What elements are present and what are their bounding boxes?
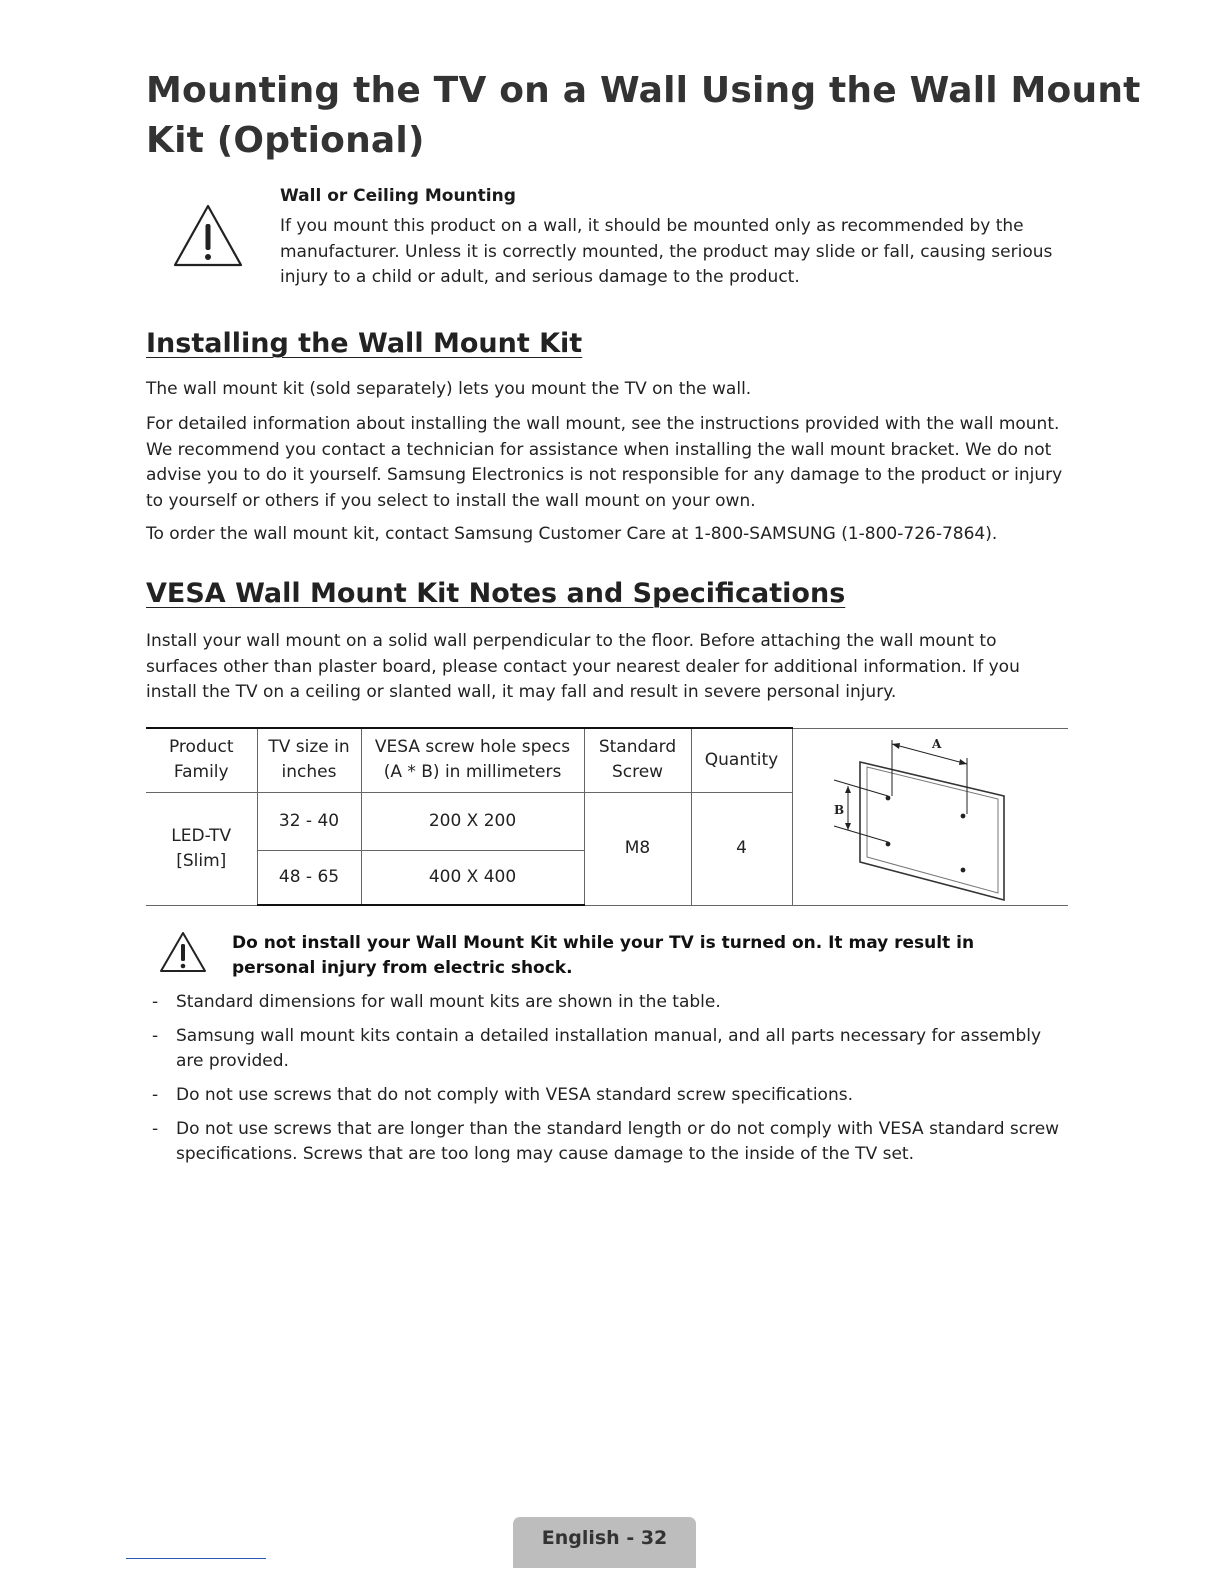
size-cell-1: 32 - 40: [257, 792, 361, 850]
page-number-tab: English - 32: [513, 1517, 696, 1568]
note-text: Do not use screws that are longer than the standard length or do not comply with VESA standard screw specifications. Screws that are too long may cause damage to the inside of the TV set.: [176, 1119, 1060, 1164]
diagram-label-a: A: [932, 736, 942, 751]
family-line-1: LED-TV: [171, 825, 232, 846]
list-dash: -: [152, 1119, 159, 1139]
vesa-cell-2: 400 X 400: [361, 850, 584, 905]
header-standard-screw: [584, 728, 691, 792]
header-tv-size-line-2: inches: [281, 762, 337, 783]
caution-block: [280, 186, 1070, 291]
quantity-cell: 4: [691, 792, 792, 905]
header-vesa-specs: [361, 728, 584, 792]
header-standard-screw-line-1: Standard: [598, 737, 677, 758]
warning-note: Do not install your Wall Mount Kit while your TV is turned on. It may result in personal injury from electric shock.: [232, 933, 975, 978]
list-item: [152, 1024, 1062, 1074]
family-line-2: [Slim]: [176, 850, 227, 871]
note-text: Samsung wall mount kits contain a detailed installation manual, and all parts necessary for assembly are provided.: [176, 1026, 1042, 1071]
header-standard-screw-line-2: Screw: [611, 762, 664, 783]
header-product-family-line-2: Family: [173, 762, 229, 783]
page-title: Mounting the TV on a Wall Using the Wall Mount Kit (Optional): [146, 70, 1141, 161]
screw-cell: M8: [584, 792, 691, 905]
note-text: Do not use screws that do not comply with VESA standard screw specifications.: [176, 1085, 853, 1105]
installing-paragraph-1: The wall mount kit (sold separately) lets you mount the TV on the wall.: [146, 379, 752, 399]
size-cell-2: 48 - 65: [257, 850, 361, 905]
installing-paragraph-3: To order the wall mount kit, contact Samsung Customer Care at 1-800-SAMSUNG (1-800-726-7864).: [146, 524, 998, 544]
warning-triangle-icon: [158, 930, 208, 974]
header-vesa-specs-line-2: (A * B) in millimeters: [383, 762, 562, 783]
vesa-intro: Install your wall mount on a solid wall perpendicular to the floor. Before attaching the wall mount to surfaces other than plaster board, please contact your nearest dealer for additional information. If you install the TV on a ceiling or slanted wall, it may fall and result in severe personal injury.: [146, 631, 1020, 702]
header-tv-size-line-1: TV size in: [268, 737, 350, 758]
header-quantity: Quantity: [691, 728, 792, 792]
wall-mount-diagram-cell: [792, 728, 1068, 905]
caution-title: Wall or Ceiling Mounting: [280, 186, 516, 206]
header-product-family-line-1: Product: [168, 737, 234, 758]
list-dash: -: [152, 992, 159, 1012]
header-vesa-specs-line-1: VESA screw hole specs: [374, 737, 571, 758]
list-dash: -: [152, 1026, 159, 1046]
list-dash: -: [152, 1085, 159, 1105]
vesa-cell-1: 200 X 200: [361, 792, 584, 850]
family-cell: [146, 792, 257, 905]
installing-paragraph-2: For detailed information about installing the wall mount, see the instructions provided with the wall mount. We recommend you contact a technician for assistance when installing the wall mount bracket. We do not advise you to do it yourself. Samsung Electronics is not responsible for any damage to the product or injury to yourself or others if you select to install the wall mount on your own.: [146, 414, 1063, 511]
vesa-heading: VESA Wall Mount Kit Notes and Specifications: [146, 578, 846, 609]
header-product-family: [146, 728, 257, 792]
footer-rule: [126, 1558, 266, 1559]
caution-text: If you mount this product on a wall, it should be mounted only as recommended by the manufacturer. Unless it is correctly mounted, the product may slide or fall, causing serious injury to a child or adult, and serious damage to the product.: [280, 216, 1053, 287]
diagram-label-b: B: [834, 802, 845, 817]
list-item: [152, 1083, 1062, 1108]
wall-mount-diagram: [830, 730, 1030, 904]
note-text: Standard dimensions for wall mount kits are shown in the table.: [176, 992, 721, 1012]
vesa-spec-table: [146, 727, 1068, 906]
installing-heading: Installing the Wall Mount Kit: [146, 328, 583, 359]
caution-triangle-icon: [172, 202, 244, 268]
notes-list: [152, 990, 1062, 1176]
list-item: [152, 1117, 1062, 1167]
list-item: [152, 990, 1062, 1015]
header-tv-size: [257, 728, 361, 792]
